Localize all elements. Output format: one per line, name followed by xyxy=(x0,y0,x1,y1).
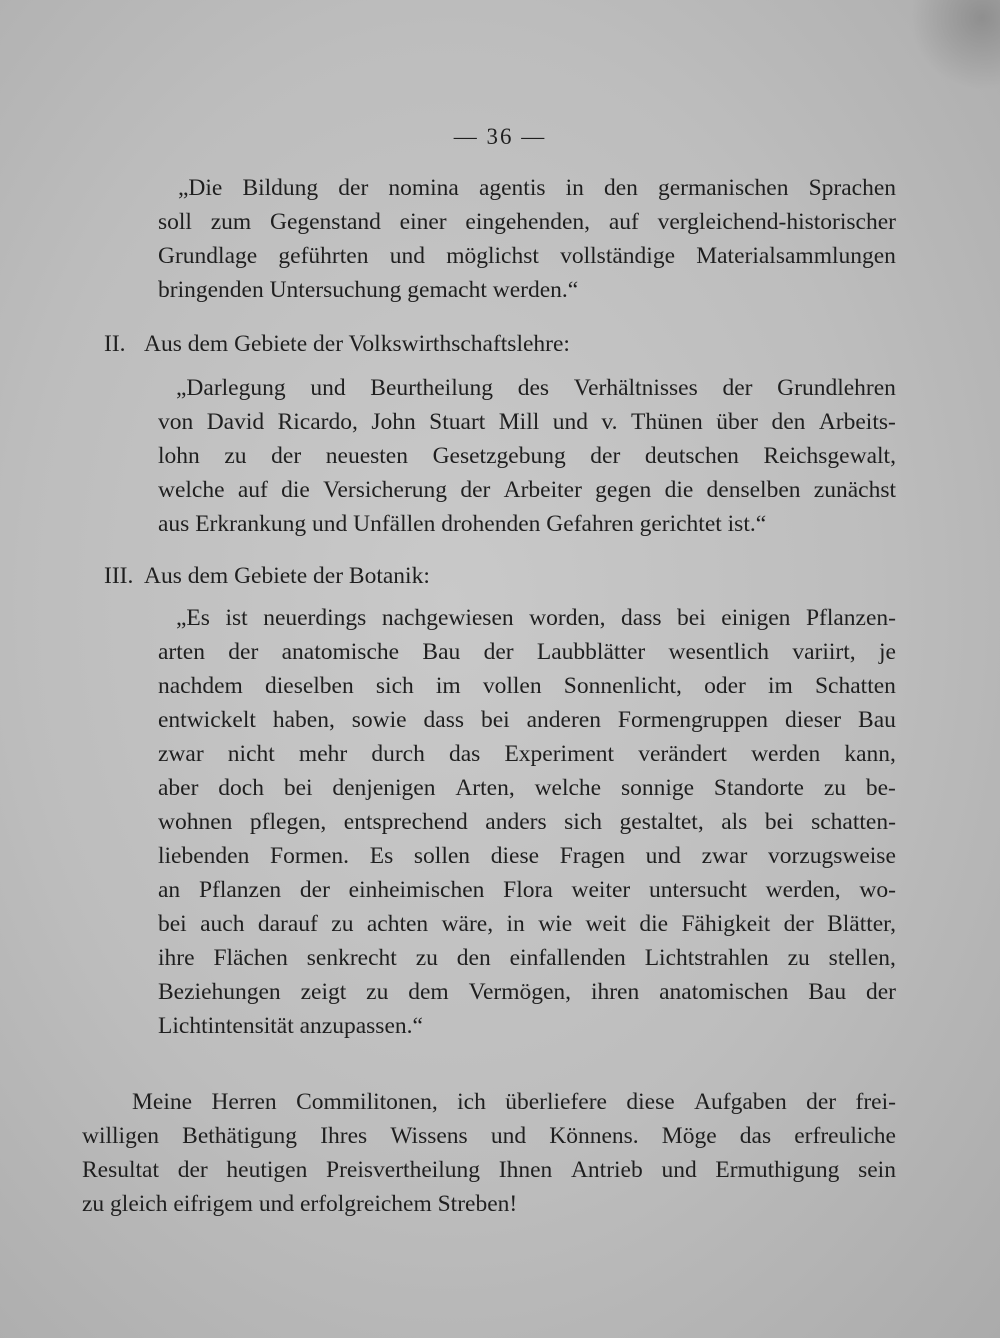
text-line: lohn zu der neuesten Gesetzgebung der deutschen Reichsgewalt, xyxy=(158,443,896,469)
text-line: zu gleich eifrigem und erfolgreichem Streben! xyxy=(82,1191,518,1217)
text-line: arten der anatomische Bau der Laubblätter wesentlich variirt, je xyxy=(158,639,896,665)
section-number: II. xyxy=(104,331,126,357)
text-line: „Die Bildung der nomina agentis in den germanischen Sprachen xyxy=(178,175,896,201)
section-heading-2 xyxy=(104,328,570,361)
text-line: entwickelt haben, sowie dass bei anderen Formengruppen dieser Bau xyxy=(158,707,896,733)
section-number: III. xyxy=(104,563,134,589)
text-line: Meine Herren Commilitonen, ich überliefere diese Aufgaben der frei- xyxy=(132,1089,896,1115)
text-line: von David Ricardo, John Stuart Mill und v. Thünen über den Arbeits- xyxy=(158,409,896,435)
text-line: soll zum Gegenstand einer eingehenden, auf vergleichend-historischer xyxy=(158,209,896,235)
text-line: „Es ist neuerdings nachgewiesen worden, dass bei einigen Pflanzen- xyxy=(176,605,896,631)
page-stain xyxy=(910,0,1000,90)
text-line: zwar nicht mehr durch das Experiment verändert werden kann, xyxy=(158,741,896,767)
text-line: Resultat der heutigen Preisvertheilung Ihnen Antrieb und Ermuthigung sein xyxy=(82,1157,896,1183)
text-line: Lichtintensität anzupassen.“ xyxy=(158,1013,423,1039)
text-line: welche auf die Versicherung der Arbeiter gegen die denselben zunächst xyxy=(158,477,896,503)
section-title: Aus dem Gebiete der Botanik: xyxy=(144,563,430,589)
text-line: liebenden Formen. Es sollen diese Fragen und zwar vorzugsweise xyxy=(158,843,896,869)
section-heading-3 xyxy=(104,560,430,593)
text-line: aus Erkrankung und Unfällen drohenden Gefahren gerichtet ist.“ xyxy=(158,511,767,537)
text-line: bringenden Untersuchung gemacht werden.“ xyxy=(158,277,579,303)
text-line: nachdem dieselben sich im vollen Sonnenlicht, oder im Schatten xyxy=(158,673,896,699)
section-title: Aus dem Gebiete der Volkswirthschaftslehre: xyxy=(144,331,570,357)
text-line: „Darlegung und Beurtheilung des Verhältnisses der Grundlehren xyxy=(176,375,896,401)
text-line: Grundlage geführten und möglichst vollständige Materialsammlungen xyxy=(158,243,896,269)
text-line: willigen Bethätigung Ihres Wissens und Könnens. Möge das erfreuliche xyxy=(82,1123,896,1149)
page-number: — 36 — xyxy=(453,124,547,149)
text-line: aber doch bei denjenigen Arten, welche sonnige Standorte zu be- xyxy=(158,775,896,801)
text-line: ihre Flächen senkrecht zu den einfallenden Lichtstrahlen zu stellen, xyxy=(158,945,896,971)
text-line: wohnen pflegen, entsprechend anders sich gestaltet, als bei schatten- xyxy=(158,809,896,835)
text-line: bei auch darauf zu achten wäre, in wie weit die Fähigkeit der Blätter, xyxy=(158,911,896,937)
text-line: Beziehungen zeigt zu dem Vermögen, ihren anatomischen Bau der xyxy=(158,979,896,1005)
text-line: an Pflanzen der einheimischen Flora weiter untersucht werden, wo- xyxy=(158,877,896,903)
